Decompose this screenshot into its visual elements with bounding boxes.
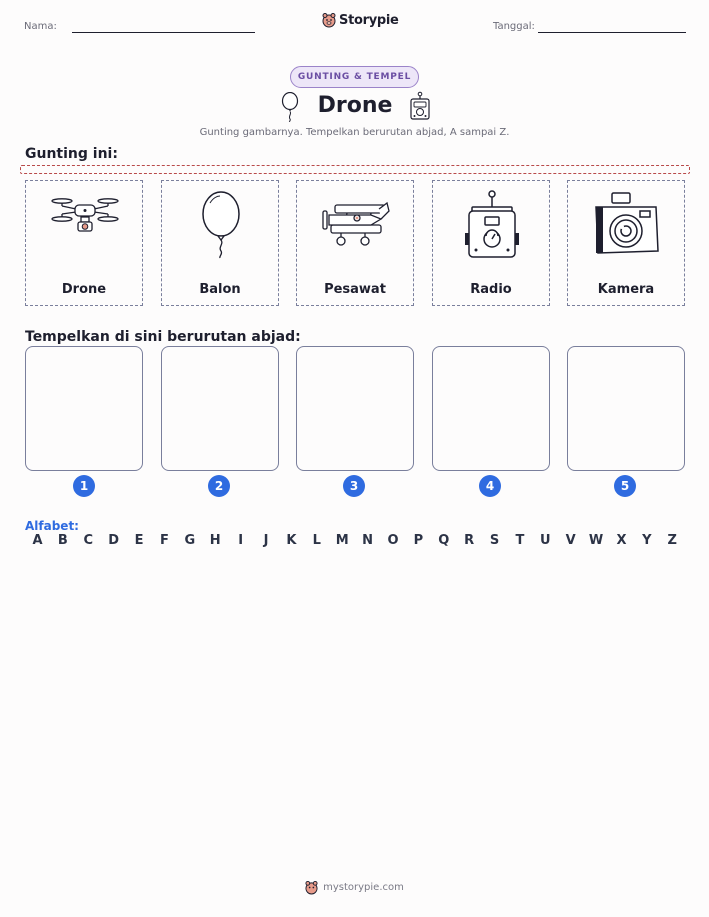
storypie-mascot-icon (305, 880, 318, 895)
date-field[interactable] (538, 32, 686, 33)
card-label: Pesawat (324, 282, 386, 297)
brand-name: Storypie (339, 12, 399, 28)
alphabet-row (25, 533, 685, 548)
card-label: Drone (61, 282, 107, 297)
card-label: Radio (470, 282, 512, 297)
alphabet-letter: S (489, 533, 500, 548)
camera-icon (592, 189, 662, 259)
airplane-icon (321, 189, 391, 259)
alphabet-letter: K (286, 533, 297, 548)
paste-slot-2[interactable] (161, 346, 279, 471)
alphabet-letter: E (134, 533, 144, 548)
storypie-mascot-icon (322, 12, 336, 28)
alphabet-letter: Y (642, 533, 652, 548)
alphabet-letter: M (335, 533, 349, 548)
paste-slot-1[interactable] (25, 346, 143, 471)
alphabet-letter: B (57, 533, 68, 548)
radio-icon (457, 189, 527, 259)
alphabet-letter: F (160, 533, 169, 548)
card-label: Kamera (597, 282, 655, 297)
slot-number: 1 (73, 475, 95, 497)
alphabet-letter: I (238, 533, 244, 548)
alphabet-letter: H (209, 533, 221, 548)
cut-card-balon[interactable] (161, 180, 279, 306)
footer (0, 880, 709, 895)
paste-slot-5[interactable] (567, 346, 685, 471)
alphabet-letter: Q (438, 533, 450, 548)
balloon-icon (280, 92, 300, 122)
alphabet-title: Alfabet: (25, 519, 79, 533)
alphabet-letter: X (616, 533, 627, 548)
alphabet-letter: G (184, 533, 196, 548)
slot-number: 4 (479, 475, 501, 497)
alphabet-letter: O (387, 533, 399, 548)
alphabet-letter: C (83, 533, 94, 548)
drone-icon (50, 189, 120, 259)
radio-icon (408, 91, 432, 123)
alphabet-letter: V (565, 533, 576, 548)
cut-card-pesawat[interactable] (296, 180, 414, 306)
alphabet-letter: Z (667, 533, 677, 548)
paste-slot-4[interactable] (432, 346, 550, 471)
card-label: Balon (199, 282, 241, 297)
name-label: Nama: (24, 21, 57, 32)
paste-section-title: Tempelkan di sini berurutan abjad: (25, 329, 301, 345)
alphabet-letter: L (312, 533, 321, 548)
alphabet-letter: W (588, 533, 604, 548)
footer-url[interactable]: mystorypie.com (323, 882, 404, 893)
alphabet-letter: A (32, 533, 43, 548)
alphabet-letter: U (540, 533, 551, 548)
alphabet-letter: N (362, 533, 374, 548)
activity-badge: GUNTING & TEMPEL (290, 66, 419, 88)
cut-line (20, 165, 690, 174)
alphabet-letter: D (108, 533, 120, 548)
cut-card-drone[interactable] (25, 180, 143, 306)
alphabet-letter: J (263, 533, 269, 548)
cut-card-kamera[interactable] (567, 180, 685, 306)
slot-number: 3 (343, 475, 365, 497)
cut-card-radio[interactable] (432, 180, 550, 306)
alphabet-letter: P (413, 533, 424, 548)
paste-slot-3[interactable] (296, 346, 414, 471)
page-title: Drone (317, 93, 393, 118)
slot-number: 2 (208, 475, 230, 497)
slot-number: 5 (614, 475, 636, 497)
alphabet-letter: R (464, 533, 475, 548)
alphabet-letter: T (515, 533, 525, 548)
cut-section-title: Gunting ini: (25, 146, 118, 162)
name-field[interactable] (72, 32, 255, 33)
brand-logo (322, 12, 399, 28)
date-label: Tanggal: (493, 21, 535, 32)
instructions: Gunting gambarnya. Tempelkan berurutan abjad, A sampai Z. (199, 127, 510, 138)
balloon-icon (186, 189, 256, 259)
